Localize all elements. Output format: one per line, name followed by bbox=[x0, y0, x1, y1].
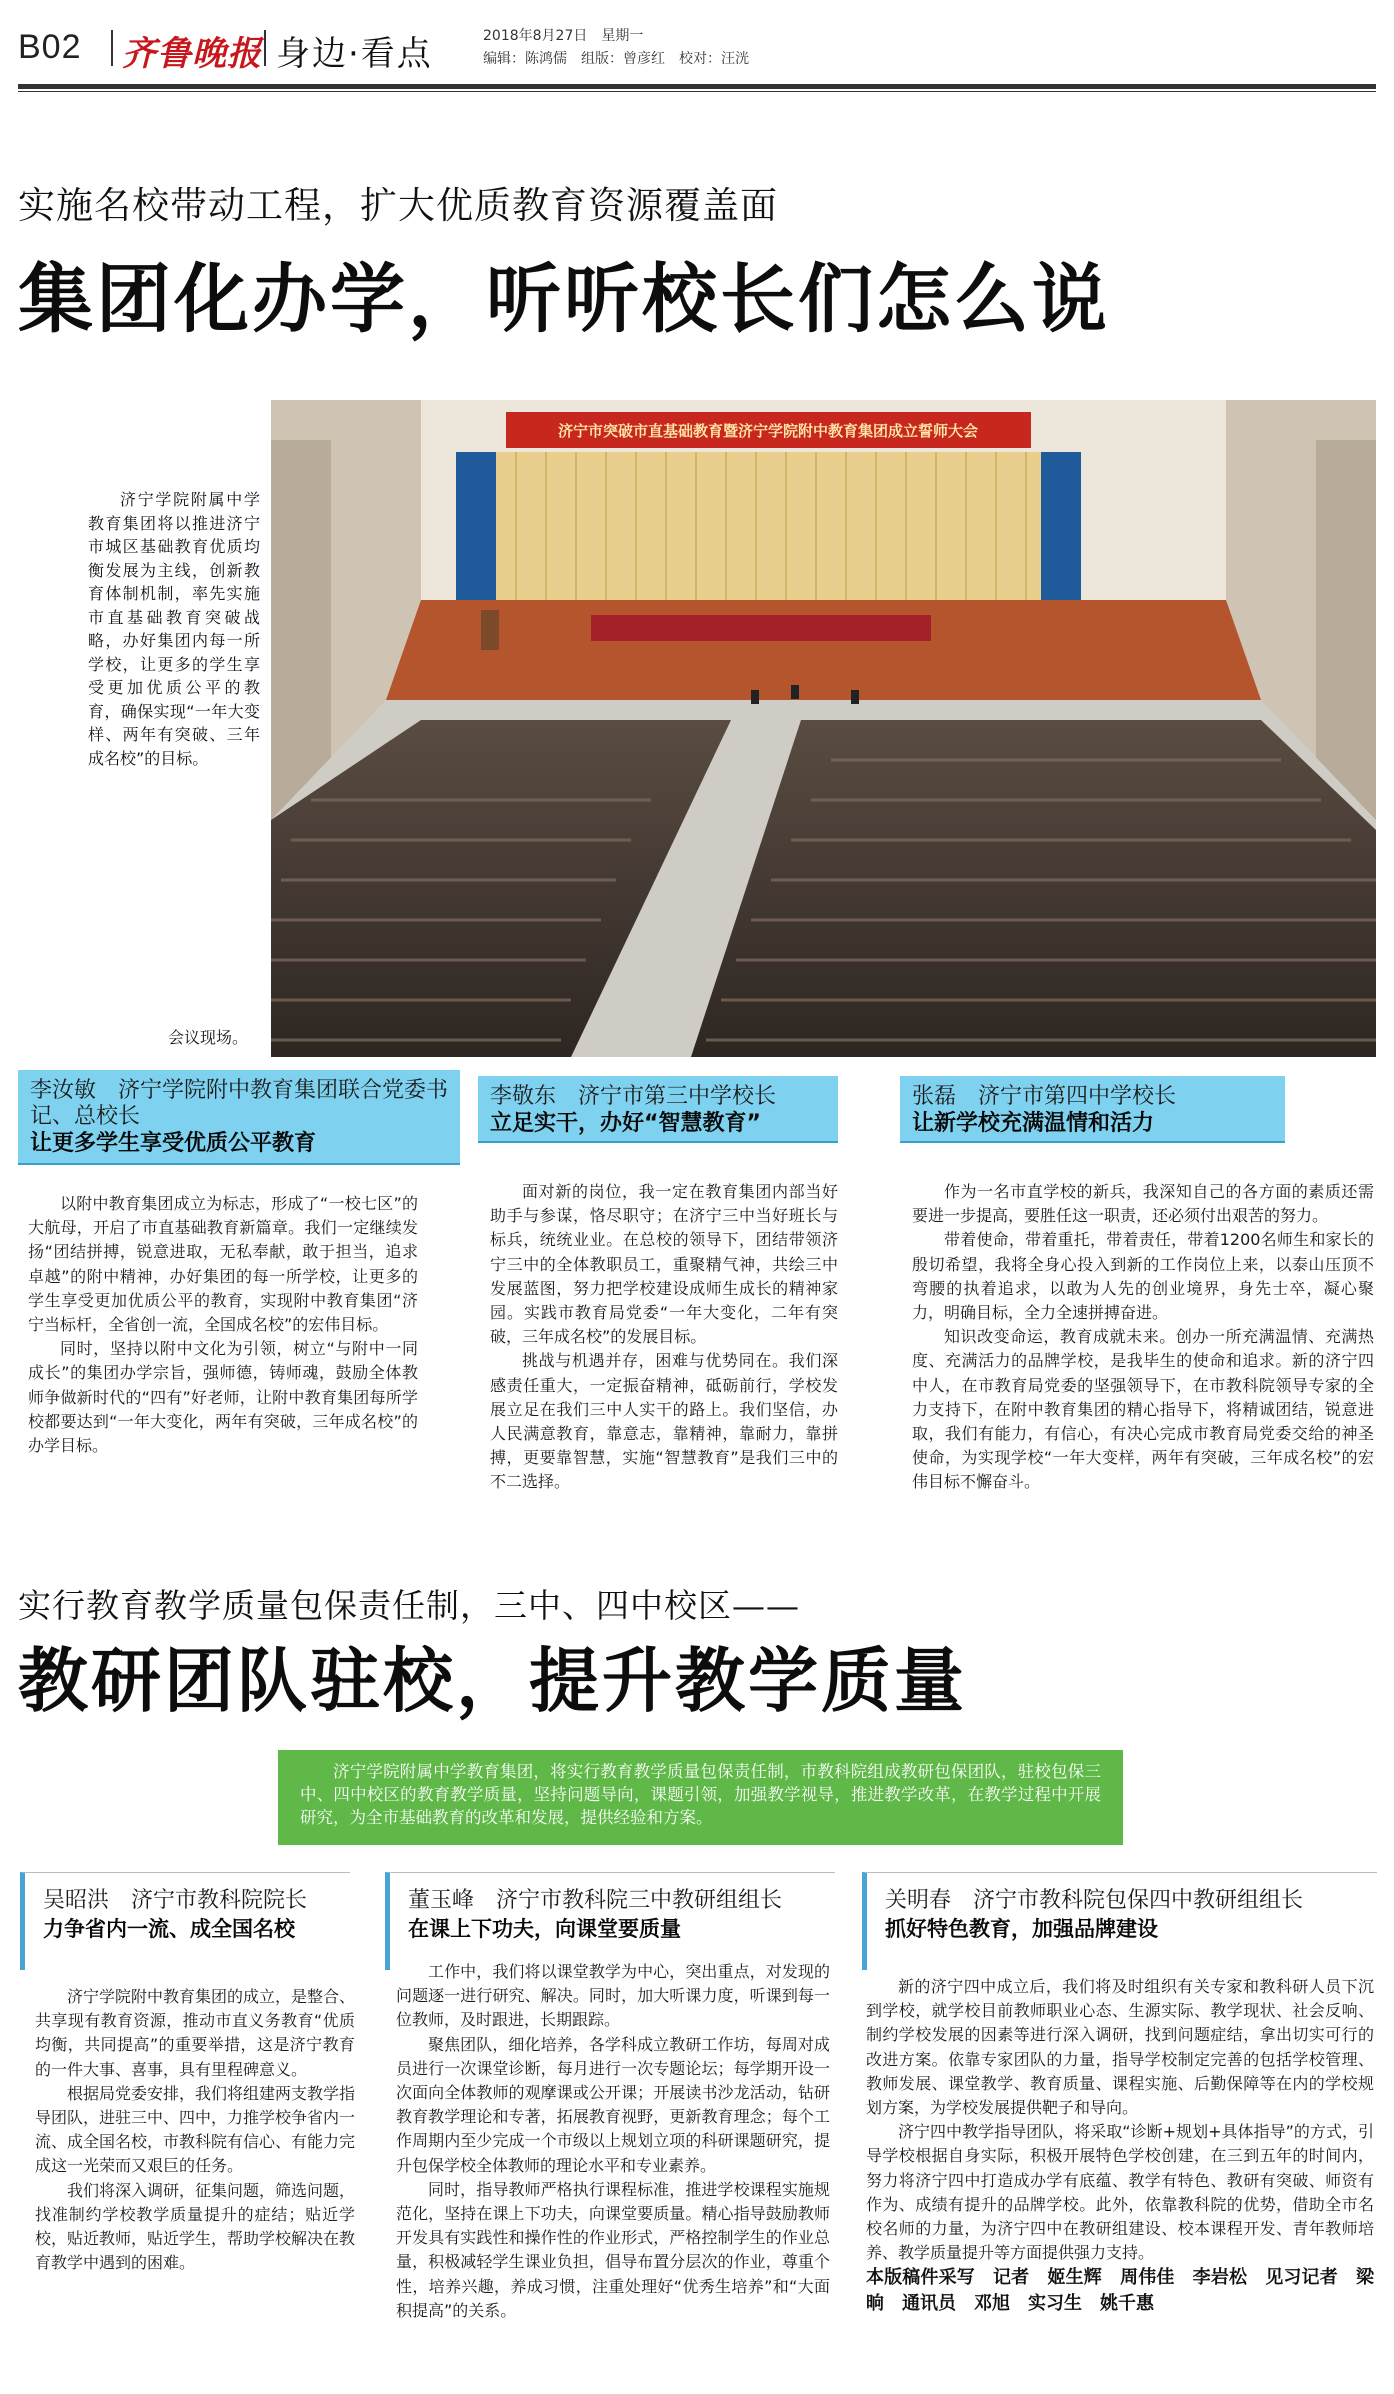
article2-headline: 教研团队驻校，提升教学质量 bbox=[18, 1640, 967, 1722]
paragraph: 作为一名市直学校的新兵，我深知自己的各方面的素质还需要进一步提高，要胜任这一职责，还必须付出艰苦的努力。 bbox=[912, 1182, 1374, 1226]
group-card-1 bbox=[20, 1872, 350, 1970]
group-body-2 bbox=[396, 1960, 830, 2323]
group-card-2 bbox=[385, 1872, 835, 1970]
rostrum-table bbox=[591, 615, 931, 641]
article1-lead: 济宁学院附属中学教育集团将以推进济宁市城区基础教育优质均衡发展为主线，创新教育体制机制，率先实施市直基础教育突破战略，办好集团内每一所学校，让更多的学生享受更加优质公平的教育，确保实现“一年大变样、两年有突破、三年成名校”的目标。 bbox=[88, 490, 260, 768]
section-name: 身边·看点 bbox=[276, 34, 433, 74]
group-body-3 bbox=[866, 1975, 1374, 2317]
article1-headline: 集团化办学，听听校长们怎么说 bbox=[18, 255, 1111, 343]
article1-kicker: 实施名校带动工程，扩大优质教育资源覆盖面 bbox=[18, 184, 778, 227]
masthead-rule bbox=[18, 84, 1376, 89]
conference-photo bbox=[271, 400, 1376, 1057]
interview-title: 在课上下功夫，向课堂要质量 bbox=[408, 1917, 681, 1941]
interview-title: 让新学校充满温情和活力 bbox=[912, 1111, 1155, 1136]
page-number: B02 bbox=[18, 28, 82, 66]
article2-summary: 济宁学院附属中学教育集团，将实行教育教学质量包保责任制，市教科院组成教研包保团队，驻校包保三中、四中校区的教育教学质量，坚持问题导向，课题引领，加强教学视导，推进教学改革，在教学过程中开展研究，为全市基础教育的改革和发展，提供经验和方案。 bbox=[278, 1750, 1123, 1845]
group-body-1 bbox=[35, 1985, 355, 2275]
interview-card-3 bbox=[900, 1076, 1285, 1143]
interviewee-name: 张磊 济宁市第四中学校长 bbox=[912, 1084, 1177, 1109]
interview-title: 让更多学生享受优质公平教育 bbox=[30, 1131, 317, 1156]
paragraph: 带着使命，带着重托，带着责任，带着1200名师生和家长的殷切希望，我将全身心投入到新的工作岗位上来，以泰山压顶不弯腰的执着追求，以敢为人先的创业境界，身先士卒，凝心聚力，明确目标，全力全速拼搏奋进。 bbox=[912, 1230, 1374, 1323]
issue-date: 2018年8月27日 星期一 bbox=[483, 28, 644, 44]
paragraph: 工作中，我们将以课堂教学为中心，突出重点，对发现的问题逐一进行研究、解决。同时，加大听课力度，听课到每一位教师，及时跟进，长期跟踪。 bbox=[396, 1962, 830, 2030]
interview-card-2 bbox=[478, 1076, 838, 1143]
paragraph: 面对新的岗位，我一定在教育集团内部当好助手与参谋，恪尽职守；在济宁三中当好班长与标兵，统统业业。在总校的领导下，团结带领济宁三中的全体教职员工，重聚精气神，共绘三中发展蓝图，努力把学校建设成师生成长的精神家园。实践市教育局党委“一年大变化，二年有突破，三年成名校”的发展目标。 bbox=[490, 1182, 838, 1347]
masthead-divider bbox=[264, 30, 266, 66]
paragraph: 挑战与机遇并存，困难与优势同在。我们深感责任重大，一定振奋精神，砥砺前行，学校发展立足在我们三中人实干的路上。我们坚信，办人民满意教育，靠意志，靠精神，靠耐力，靠拼搏，更要靠智慧，实施“智慧教育”是我们三中的不二选择。 bbox=[490, 1351, 838, 1492]
editor-credits: 编辑：陈鸿儒 组版：曾彦红 校对：汪洸 bbox=[483, 51, 749, 67]
interview-body-1 bbox=[28, 1192, 418, 1458]
paragraph: 知识改变命运，教育成就未来。创办一所充满温情、充满热度、充满活力的品牌学校，是我毕生的使命和追求。新的济宁四中人，在市教育局党委的坚强领导下，在市教科院领导专家的全力支持下，在附中教育集团的精心指导下，将精诚团结，锐意进取，我们有能力，有信心，有决心完成市教育局党委交给的神圣使命，为实现学校“一年大变样，两年有突破，三年成名校”的宏伟目标不懈奋斗。 bbox=[912, 1327, 1374, 1492]
photo-caption: 会议现场。 bbox=[168, 1028, 249, 1047]
byline: 本版稿件采写 记者 姬生辉 周伟佳 李岩松 见习记者 梁晌 通讯员 邓旭 实习生 姚千惠 bbox=[866, 2267, 1374, 2315]
interview-title: 力争省内一流、成全国名校 bbox=[43, 1917, 295, 1941]
paragraph: 我们将深入调研，征集问题，筛选问题，找准制约学校教学质量提升的症结；贴近学校，贴近教师，贴近学生，帮助学校解决在教育教学中遇到的困难。 bbox=[35, 2180, 356, 2273]
paragraph: 济宁学院附中教育集团的成立，是整合、共享现有教育资源，推动市直义务教育“优质均衡，共同提高”的重要举措，这是济宁教育的一件大事、喜事，具有里程碑意义。 bbox=[35, 1987, 356, 2079]
interview-body-2 bbox=[490, 1180, 838, 1495]
paragraph: 同时，坚持以附中文化为引领，树立“与附中一同成长”的集团办学宗旨，强师德，铸师魂，鼓励全体教师争做新时代的“四有”好老师，让附中教育集团每所学校都要达到“一年大变化，两年有突破，三年成名校”的办学目标。 bbox=[28, 1339, 418, 1456]
masthead-divider bbox=[111, 30, 113, 66]
interviewee-name: 董玉峰 济宁市教科院三中教研组组长 bbox=[408, 1888, 783, 1913]
interviewee-name: 关明春 济宁市教科院包保四中教研组组长 bbox=[885, 1888, 1304, 1913]
interviewee-name: 吴昭洪 济宁市教科院院长 bbox=[43, 1888, 308, 1913]
interviewee-name: 李敬东 济宁市第三中学校长 bbox=[490, 1084, 777, 1109]
interview-body-3 bbox=[912, 1180, 1374, 1495]
paragraph: 以附中教育集团成立为标志，形成了“一校七区”的大航母，开启了市直基础教育新篇章。我们一定继续发扬“团结拼搏，锐意进取，无私奉献，敢于担当，追求卓越”的附中精神，办好集团的每一所学校，让更多的学生享受更加优质公平的教育，实现附中教育集团“济宁当标杆，全省创一流，全国成名校”的宏伟目标。 bbox=[28, 1194, 418, 1335]
paragraph: 济宁四中教学指导团队，将采取“诊断+规划+具体指导”的方式，引导学校根据自身实际，积极开展特色学校创建，在三到五年的时间内，努力将济宁四中打造成办学有底蕴、教学有特色、教研有突破、师资有作为、成绩有提升的品牌学校。此外，依靠教科院的优势，借助全市名校名师的力量，为济宁四中在教研组建设、校本课程开发、青年教师培养、教学质量提升等方面提供强力支持。 bbox=[866, 2122, 1374, 2263]
stage-banner-text: 济宁市突破市直基础教育暨济宁学院附中教育集团成立誓师大会 bbox=[557, 422, 979, 440]
interview-title: 抓好特色教育，加强品牌建设 bbox=[885, 1917, 1158, 1941]
interviewee-name: 李汝敏 济宁学院附中教育集团联合党委书记、总校长 bbox=[30, 1078, 449, 1129]
paragraph: 同时，指导教师严格执行课程标准，推进学校课程实施规范化，坚持在课上下功夫，向课堂要质量。精心指导鼓励教师开发具有实践性和操作性的作业形式，严格控制学生的作业总量，积极减轻学生课业负担，倡导布置分层次的作业，尊重个性，培养兴趣，养成习惯，注重处理好“优秀生培养”和“大面积提高”的关系。 bbox=[396, 2179, 830, 2320]
group-card-3 bbox=[862, 1872, 1377, 1970]
newspaper-logo: 齐鲁晚报 bbox=[122, 34, 262, 74]
paragraph: 聚焦团队，细化培养，各学科成立教研工作坊，每周对成员进行一次课堂诊断，每月进行一次专题论坛；每学期开设一次面向全体教师的观摩课或公开课；开展读书沙龙活动，钻研教育教学理论和专著，拓展教育视野，更新教育理念；每个工作周期内至少完成一个市级以上规划立项的科研课题研究，提升包保学校全体教师的理论水平和专业素养。 bbox=[396, 2034, 830, 2175]
interview-title: 立足实干，办好“智慧教育” bbox=[490, 1111, 761, 1136]
interview-card-1 bbox=[18, 1070, 460, 1165]
masthead bbox=[18, 22, 1378, 74]
paragraph: 根据局党委安排，我们将组建两支教学指导团队，进驻三中、四中，力推学校争省内一流、成全国名校，市教科院有信心、有能力完成这一光荣而又艰巨的任务。 bbox=[35, 2083, 356, 2176]
paragraph: 新的济宁四中成立后，我们将及时组织有关专家和教科研人员下沉到学校，就学校目前教师职业心态、生源实际、教学现状、社会反响、制约学校发展的因素等进行深入调研，找到问题症结，拿出切实可行的改进方案。依靠专家团队的力量，指导学校制定完善的包括学校管理、教师发展、课堂教学、教育质量、课程实施、后勤保障等在内的学校规划方案，为学校发展提供靶子和导向。 bbox=[866, 1977, 1374, 2118]
masthead-rule-thin bbox=[18, 91, 1376, 92]
article2-kicker: 实行教育教学质量包保责任制，三中、四中校区—— bbox=[18, 1586, 800, 1625]
